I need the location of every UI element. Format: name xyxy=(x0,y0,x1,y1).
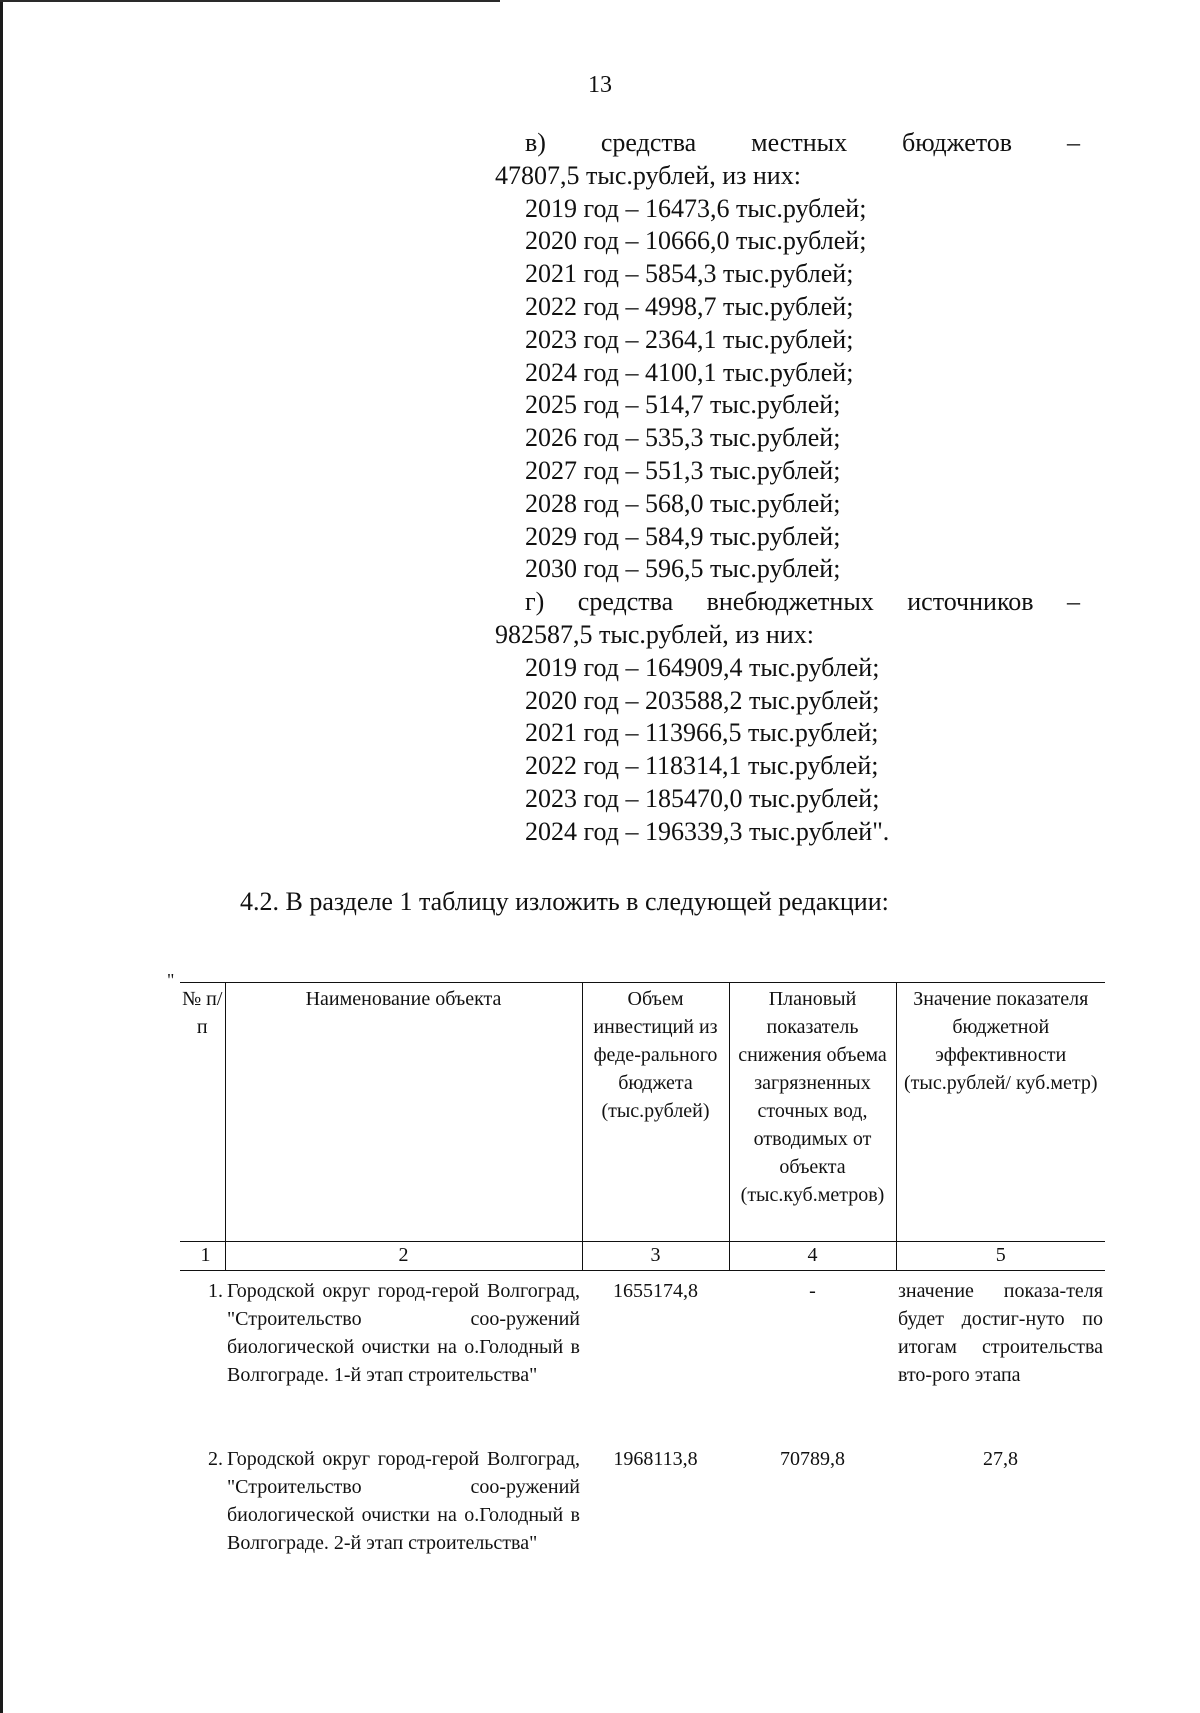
local-budget-year: 2027 год – 551,3 тыс.рублей; xyxy=(525,455,841,485)
local-budget-year: 2022 год – 4998,7 тыс.рублей; xyxy=(525,291,854,321)
opening-quote: " xyxy=(167,970,175,990)
section-heading: 4.2. В разделе 1 таблицу изложить в следующей редакции: xyxy=(240,887,889,916)
efficiency-value: значение показа-теля будет достиг-нуто по итогам строительства вто-рого этапа xyxy=(898,1280,1103,1386)
local-budget-year: 2024 год – 4100,1 тыс.рублей; xyxy=(525,357,854,387)
header-object-name: Наименование объекта xyxy=(225,983,582,1242)
local-budget-year: 2019 год – 16473,6 тыс.рублей; xyxy=(525,193,867,223)
column-number: 2 xyxy=(225,1242,582,1271)
object-name: Городской округ город-герой Волгоград, "Строительство соо-ружений биологической очистки на о.Голодный в Волгограде. 1-й этап строительства" xyxy=(227,1280,580,1386)
row-number: 2. xyxy=(208,1448,223,1470)
header-investment-volume: Объем инвестиций из феде-рального бюджета (тыс.рублей) xyxy=(582,983,729,1242)
page-number: 13 xyxy=(588,72,612,98)
table-header-row xyxy=(180,983,1105,1242)
local-budget-year: 2028 год – 568,0 тыс.рублей; xyxy=(525,488,841,518)
header-planned-reduction: Плановый показатель снижения объема загрязненных сточных вод, отводимых от объекта (тыс.куб.метров) xyxy=(729,983,896,1242)
local-budget-year: 2023 год – 2364,1 тыс.рублей; xyxy=(525,324,854,354)
planned-reduction: 70789,8 xyxy=(780,1448,845,1470)
local-budget-year: 2020 год – 10666,0 тыс.рублей; xyxy=(525,226,867,256)
extra-budget-lead: г) средства внебюджетных источников – xyxy=(525,587,1080,617)
row-number: 1. xyxy=(208,1280,223,1302)
object-name: Городской округ город-герой Волгоград, "Строительство соо-ружений биологической очистки на о.Голодный в Волгограде. 2-й этап строительства" xyxy=(227,1448,580,1554)
table-column-numbers xyxy=(180,1242,1105,1271)
extra-budget-year: 2019 год – 164909,4 тыс.рублей; xyxy=(525,652,880,682)
efficiency-value: 27,8 xyxy=(983,1448,1018,1470)
extra-budget-year: 2023 год – 185470,0 тыс.рублей; xyxy=(525,783,880,813)
investment-volume: 1968113,8 xyxy=(613,1448,698,1470)
header-number: № п/п xyxy=(180,983,225,1242)
column-number: 3 xyxy=(582,1242,729,1271)
local-budget-lead: в) средства местных бюджетов – xyxy=(525,128,1080,157)
local-budget-total: 47807,5 тыс.рублей, из них: xyxy=(495,160,801,190)
local-budget-year: 2025 год – 514,7 тыс.рублей; xyxy=(525,390,841,420)
scan-edge xyxy=(0,0,3,1713)
local-budget-year: 2029 год – 584,9 тыс.рублей; xyxy=(525,521,841,551)
header-efficiency: Значение показателя бюджетной эффективности (тыс.рублей/ куб.метр) xyxy=(896,983,1105,1242)
local-budget-year: 2021 год – 5854,3 тыс.рублей; xyxy=(525,259,854,289)
table-row xyxy=(180,1439,1105,1557)
local-budget-year: 2026 год – 535,3 тыс.рублей; xyxy=(525,423,841,453)
objects-table xyxy=(180,982,1105,1557)
extra-budget-total: 982587,5 тыс.рублей, из них: xyxy=(495,619,814,649)
funding-text-block xyxy=(495,127,1080,849)
local-budget-year: 2030 год – 596,5 тыс.рублей; xyxy=(525,554,841,584)
column-number: 5 xyxy=(896,1242,1105,1271)
extra-budget-year: 2024 год – 196339,3 тыс.рублей". xyxy=(525,816,890,846)
extra-budget-year: 2022 год – 118314,1 тыс.рублей; xyxy=(525,751,879,781)
planned-reduction: - xyxy=(809,1280,816,1302)
investment-volume: 1655174,8 xyxy=(613,1280,698,1302)
extra-budget-year: 2020 год – 203588,2 тыс.рублей; xyxy=(525,685,880,715)
column-number: 1 xyxy=(180,1242,225,1271)
table-row xyxy=(180,1271,1105,1440)
extra-budget-year: 2021 год – 113966,5 тыс.рублей; xyxy=(525,718,879,748)
scan-edge-top xyxy=(0,0,500,2)
column-number: 4 xyxy=(729,1242,896,1271)
